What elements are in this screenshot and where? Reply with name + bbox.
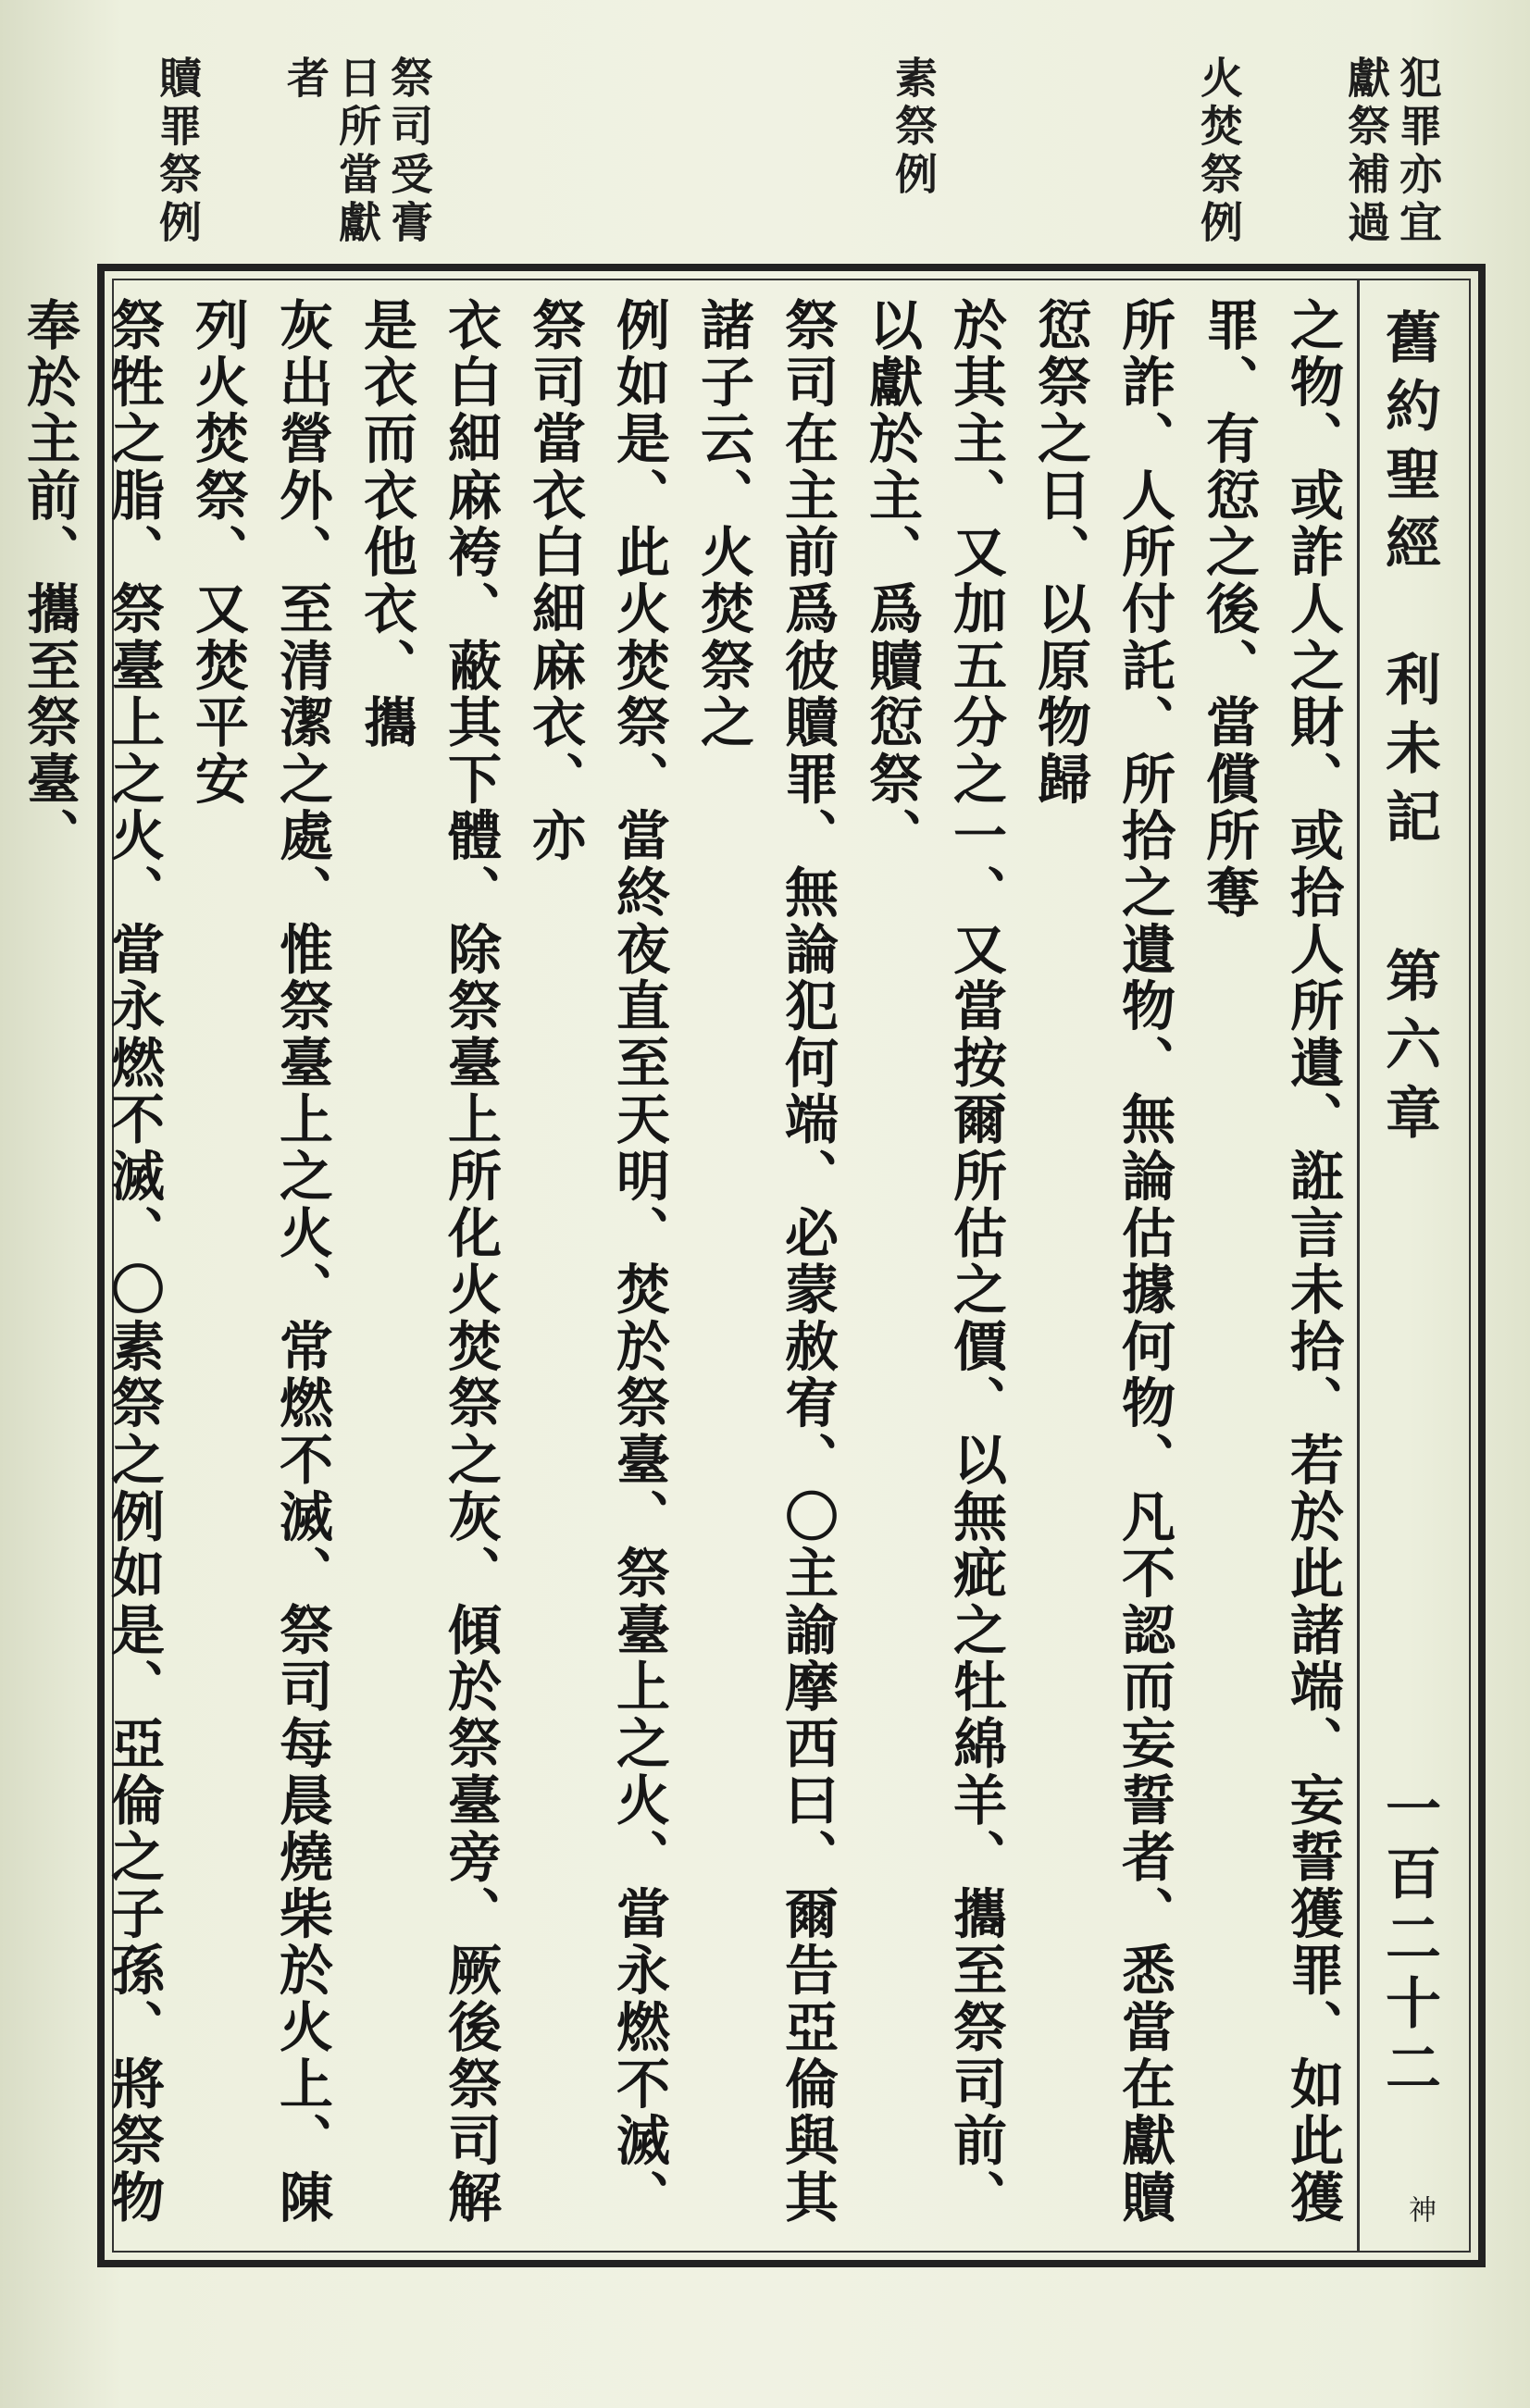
- running-header: [1357, 280, 1469, 2251]
- text-column: 灰出營外、至清潔之處、惟祭臺上之火、常燃不滅、祭司每晨燒柴於火上、陳列火焚祭、又焚平安: [186, 297, 333, 2227]
- body-text: [18, 297, 1354, 2250]
- text-column: 衣白細麻袴、蔽其下體、除祭臺上所化火焚祭之灰、傾於祭臺旁、厥後祭司解是衣而衣他衣、攜: [355, 297, 502, 2227]
- text-column: 於其主、又加五分之一、又當按爾所估之價、以無疵之牡綿羊、攜至祭司前、以獻於主、爲贖愆祭、: [860, 297, 1007, 2227]
- page-number: 一百二十二: [1376, 1780, 1441, 2104]
- margin-note-4: 祭司受膏日所當獻者: [280, 56, 434, 248]
- book-title: 舊約聖經 利未記: [1376, 308, 1441, 856]
- text-column: 例如是、此火焚祭、當終夜直至天明、焚於祭臺、祭臺上之火、當永燃不滅、祭司當衣白細麻衣、亦: [523, 297, 670, 2227]
- text-column: [0, 297, 6, 2250]
- edition-mark: 神: [1403, 2195, 1436, 2223]
- text-frame: [18, 264, 1486, 2267]
- text-column: 之物、或詐人之財、或拾人所遺、誑言未拾、若於此諸端、妄誓獲罪、如此獲罪、有愆之後、當償所奪: [1197, 297, 1344, 2227]
- chapter-label: 第六章: [1376, 947, 1441, 1152]
- margin-note-3: 素祭例: [889, 56, 939, 200]
- margin-notes: [83, 56, 1444, 250]
- text-column: 祭牲之脂、祭臺上之火、當永燃不滅、〇素祭之例如是、亞倫之子孫、將祭物奉於主前、攜至祭臺、: [18, 297, 165, 2227]
- margin-note-2: 火焚祭例: [1194, 56, 1244, 248]
- text-column: 祭司在主前爲彼贖罪、無論犯何端、必蒙赦宥、〇主諭摩西曰、爾告亞倫與其諸子云、火焚祭之: [691, 297, 839, 2227]
- margin-note-1: 犯罪亦宜獻祭補過: [1341, 56, 1443, 248]
- margin-note-5: 贖罪祭例: [153, 56, 203, 248]
- text-column: 所詐、人所付託、所拾之遺物、無論估據何物、凡不認而妄誓者、悉當在獻贖愆祭之日、以原物歸: [1028, 297, 1175, 2227]
- text-frame-inner: [18, 279, 1471, 2253]
